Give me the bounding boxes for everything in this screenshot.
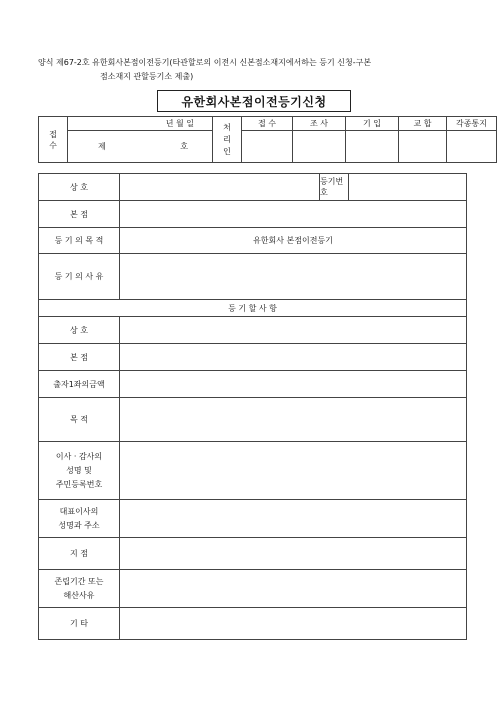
reception-label: 접 수 xyxy=(39,117,68,163)
col-entry: 기 입 xyxy=(346,117,399,131)
matter-head-office-field[interactable] xyxy=(120,344,467,371)
branch-field[interactable] xyxy=(120,538,467,570)
number-prefix: 제 xyxy=(98,142,106,151)
col-verify: 교 합 xyxy=(399,117,447,131)
matters-header: 등 기 할 사 항 xyxy=(39,300,467,317)
reason-label: 등 기 의 사 유 xyxy=(39,254,120,300)
head-office-label: 본 점 xyxy=(39,201,120,228)
objective-label: 목 적 xyxy=(39,398,120,442)
number-suffix: 호 xyxy=(180,142,188,151)
other-label: 기 타 xyxy=(39,608,120,640)
cell-entry[interactable] xyxy=(346,131,399,163)
representative-label: 대표이사의 성명과 주소 xyxy=(39,500,120,538)
matter-trade-name-field[interactable] xyxy=(120,317,467,344)
matter-trade-name-label: 상 호 xyxy=(39,317,120,344)
purpose-value: 유한회사 본점이전등기 xyxy=(120,228,467,254)
application-table xyxy=(38,173,467,640)
other-field[interactable] xyxy=(120,608,467,640)
branch-label: 지 점 xyxy=(39,538,120,570)
col-notice: 각종통지 xyxy=(447,117,497,131)
objective-field[interactable] xyxy=(120,398,467,442)
cell-notice[interactable] xyxy=(447,131,497,163)
duration-label: 존립기간 또는 해산사유 xyxy=(39,570,120,608)
reason-field[interactable] xyxy=(120,254,467,300)
col-review: 조 사 xyxy=(293,117,346,131)
duration-field[interactable] xyxy=(120,570,467,608)
head-office-field[interactable] xyxy=(120,201,467,228)
form-header-line1: 양식 제67-2호 유한회사본점이전등기(타관할로의 이전시 신본점소재지에서하는 등기 신청-구본 xyxy=(38,58,372,67)
processing-label: 처 리 인 xyxy=(213,117,242,163)
form-title: 유한회사본점이전등기신청 xyxy=(157,90,351,112)
form-header xyxy=(38,56,468,84)
directors-field[interactable] xyxy=(120,442,467,500)
col-reception: 접 수 xyxy=(242,117,293,131)
registry-number-field[interactable] xyxy=(349,174,467,201)
representative-field[interactable] xyxy=(120,500,467,538)
reception-table xyxy=(38,116,497,163)
capital-per-unit-label: 출자1좌의금액 xyxy=(39,371,120,398)
trade-name-label: 상 호 xyxy=(39,174,120,201)
registry-number-label: 등기번호 xyxy=(320,174,349,201)
directors-label: 이사 · 감사의 성명 및 주민등록번호 xyxy=(39,442,120,500)
matter-head-office-label: 본 점 xyxy=(39,344,120,371)
cell-review[interactable] xyxy=(293,131,346,163)
purpose-label: 등 기 의 목 적 xyxy=(39,228,120,254)
trade-name-field[interactable] xyxy=(120,174,320,201)
cell-verify[interactable] xyxy=(399,131,447,163)
form-header-line2: 점소재지 관할등기소 제출) xyxy=(100,72,194,81)
reception-date: 년 월 일 xyxy=(68,117,213,131)
reception-number xyxy=(68,131,213,163)
capital-per-unit-field[interactable] xyxy=(120,371,467,398)
cell-reception[interactable] xyxy=(242,131,293,163)
